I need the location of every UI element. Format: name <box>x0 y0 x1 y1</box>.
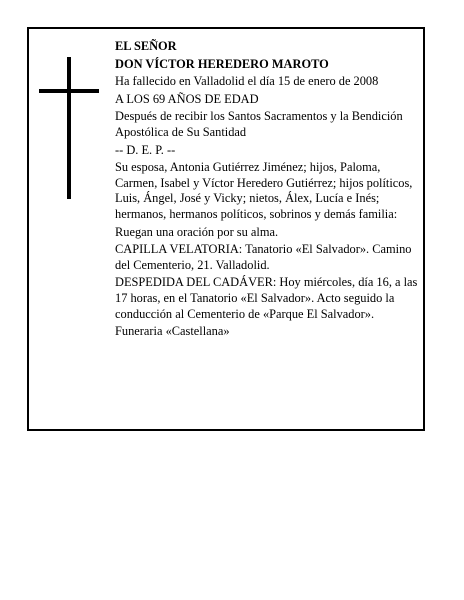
obituary-text <box>115 39 423 342</box>
cross-vertical-bar <box>67 57 71 199</box>
sacraments-text: Después de recibir los Santos Sacramentos y la Bendición Apostólica de Su Santidad <box>115 109 403 139</box>
farewell-text: DESPEDIDA DEL CADÁVER: Hoy miércoles, día 16, a las 17 horas, en el Tanatorio «El Salvador». Acto seguido la conducción al Cementerio de «Parque El Salvador». <box>115 275 418 321</box>
family-text: Su esposa, Antonia Gutiérrez Jiménez; hijos, Paloma, Carmen, Isabel y Víctor Heredero Gutiérrez; hijos políticos, Luis, Ángel, José y Vicky; nietos, Álex, Lucía e Inés; hermanos, hermanos políticos, sobrinos y demás familia: <box>115 160 413 221</box>
obituary-notice <box>27 27 425 431</box>
title-line-1: EL SEÑOR <box>115 39 177 53</box>
dep-text: -- D. E. P. -- <box>115 142 176 157</box>
chapel-text: CAPILLA VELATORIA: Tanatorio «El Salvador». Camino del Cementerio, 21. Valladolid. <box>115 242 412 272</box>
prayer-text: Ruegan una oración por su alma. <box>115 224 279 239</box>
funeral-home-text: Funeraria «Castellana» <box>115 324 230 339</box>
cross-horizontal-bar <box>39 89 99 93</box>
deceased-name: DON VÍCTOR HEREDERO MAROTO <box>115 56 329 71</box>
death-info: Ha fallecido en Valladolid el día 15 de enero de 2008 <box>115 74 379 89</box>
age-info: A LOS 69 AÑOS DE EDAD <box>115 91 259 106</box>
cross-icon <box>39 57 99 199</box>
